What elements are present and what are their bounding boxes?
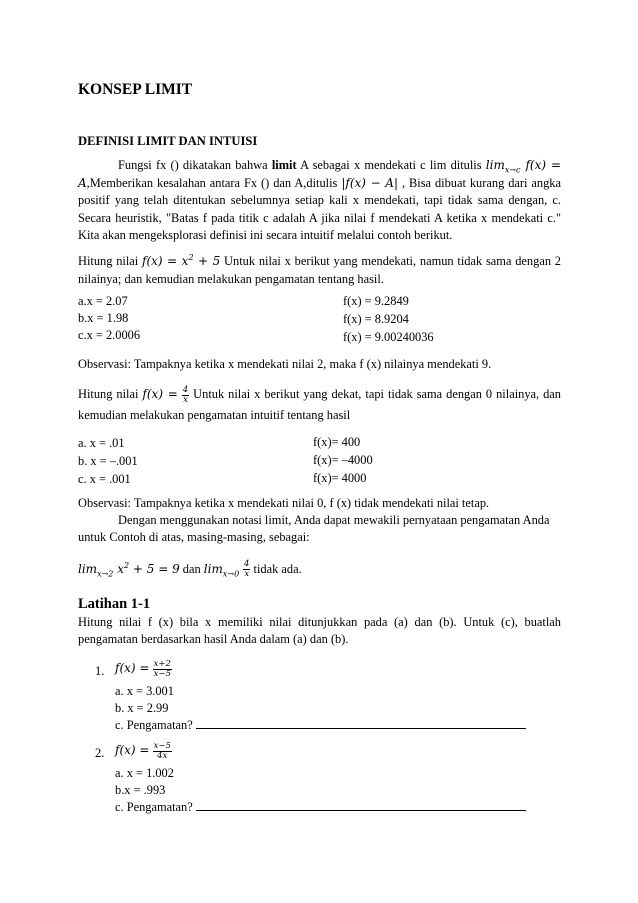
- x-value: c.x = 2.0006: [78, 328, 141, 342]
- exercise-part-a: a. x = 1.002: [115, 766, 174, 780]
- exercise-part-b: b.x = .993: [115, 783, 166, 797]
- fx-value: f(x)= 4000: [313, 471, 367, 485]
- fraction: $\frac{4}{x}$: [182, 384, 189, 405]
- exercise-part-c: c. Pengamatan?: [115, 799, 526, 816]
- exercise-2-parts: [115, 765, 526, 816]
- limit-statement: $\lim_{x\to 2} x^2 + 5 = 9$ dan $\lim_{x\to 0}$ $\frac{4}{x}$ tidak ada.: [78, 559, 302, 579]
- observation-2: Observasi: Tampaknya ketika x mendekati nilai 0, f (x) tidak mendekati nilai tetap.: [78, 496, 490, 510]
- exercise-part-a: a. x = 3.001: [115, 684, 174, 698]
- fx-value: f(x) = 8.9204: [343, 312, 409, 326]
- limit-expression-2: $\lim_{x\to 0}$ $\frac{4}{x}$: [203, 559, 250, 579]
- limit-bold-term: limit: [271, 158, 297, 172]
- answer-blank[interactable]: [196, 799, 526, 811]
- para-text: A sebagai x mendekati c lim ditulis: [296, 158, 486, 172]
- answer-blank[interactable]: [196, 717, 526, 729]
- example1-fx-values: [343, 292, 434, 346]
- function-expression: $f(x) = x^2 + 5$: [142, 253, 221, 268]
- observation-1: Observasi: Tampaknya ketika x mendekati nilai 2, maka f (x) nilainya mendekati 9.: [78, 357, 492, 371]
- fx-value: f(x) = 9.2849: [343, 294, 409, 308]
- limit-notation: $\lim_{x\to c} f(x) = A$: [78, 158, 561, 190]
- notation-paragraph: Dengan menggunakan notasi limit, Anda dapat mewakili pernyataan pengamatan Anda untuk Contoh di atas, masing-masing, sebagai:: [78, 513, 550, 544]
- fx-value: f(x)= –4000: [313, 453, 373, 467]
- x-value: b. x = –.001: [78, 454, 138, 468]
- function-expression: f(x) =: [142, 387, 178, 401]
- limit-expression-1: $\lim_{x\to 2} x^2 + 5 = 9$: [78, 561, 180, 579]
- fx-value: f(x) = 9.00240036: [343, 330, 434, 344]
- error-notation: |f(x) − A|: [341, 175, 399, 190]
- para-text: ,Memberikan kesalahan antara Fx () dan A,ditulis: [86, 175, 342, 190]
- para-text: Fungsi fx () dikatakan bahwa: [118, 158, 272, 172]
- para-text: , Bisa dibuat kurang dari angka positif yang telah ditentukan sebelumnya setiap kali x mendekati, tapi tidak sama dengan, c. Secara heuristik, "Batas f pada titik c adalah A jika nilai f mendekati A ketika x mendekati c." Kita akan mengeksplorasi definisi ini secara intuitif melalui contoh berikut.: [78, 175, 561, 242]
- exercise-intro: Hitung nilai f (x) bila x memiliki nilai ditunjukkan pada (a) dan (b). Untuk (c), buatlah pengamatan berdasarkan hasil Anda dalam (a) dan (b).: [78, 615, 561, 646]
- example1-x-values: [78, 293, 140, 344]
- exercise-2-number: 2.: [95, 746, 105, 760]
- x-value: c. x = .001: [78, 472, 131, 486]
- example2-x-values: [78, 434, 138, 488]
- example2-fx-values: [313, 433, 373, 487]
- exercise-part-b: b. x = 2.99: [115, 701, 169, 715]
- definition-paragraph: [78, 157, 561, 245]
- exercise-1-function: f(x) = $\frac{x+2}{x-5}$: [115, 658, 171, 679]
- page-title: KONSEP LIMIT: [78, 81, 193, 98]
- exercise-part-c: c. Pengamatan?: [115, 717, 526, 734]
- example2-intro: Hitung nilai f(x) = $\frac{4}{x}$ Untuk nilai x berikut yang dekat, tapi tidak sama dengan 0 nilainya, dan kemudian melakukan pengamatan intuitif tentang hasil: [78, 384, 561, 422]
- exercise-1-parts: [115, 683, 526, 734]
- section-heading-latihan: Latihan 1-1: [78, 596, 151, 612]
- x-value: a. x = .01: [78, 436, 125, 450]
- exercise-1-number: 1.: [95, 664, 105, 678]
- x-value: b.x = 1.98: [78, 311, 129, 325]
- x-value: a.x = 2.07: [78, 294, 128, 308]
- section-heading-definisi: DEFINISI LIMIT DAN INTUISI: [78, 134, 258, 148]
- example1-intro: Hitung nilai $f(x) = x^2 + 5$ Untuk nilai x berikut yang mendekati, namun tidak sama dengan 2 nilainya; dan kemudian melakukan pengamatan tentang hasil.: [78, 253, 561, 286]
- fx-value: f(x)= 400: [313, 435, 361, 449]
- exercise-2-function: f(x) = $\frac{x-5}{4x}$: [115, 740, 171, 761]
